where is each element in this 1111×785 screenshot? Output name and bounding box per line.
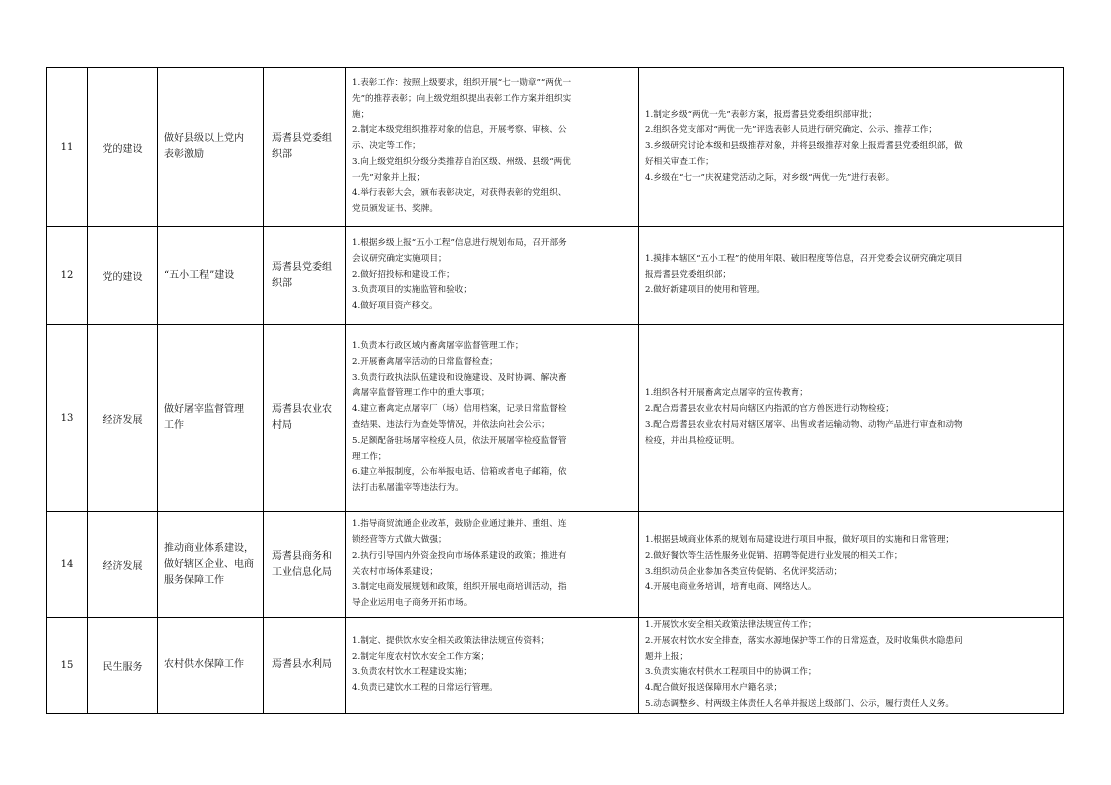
category-cell: 党的建设 [88, 68, 158, 227]
township-duty-line: 检疫，并出具检疫证明。 [645, 435, 740, 446]
county-duty-line: 查结果、违法行为查处等情况，并依法向社会公示； [352, 420, 550, 430]
task-cell [158, 325, 264, 512]
department-line: 村局 [272, 420, 292, 431]
task-line: 工作 [164, 420, 184, 431]
county-duty-line: 3.负责农村饮水工程建设实施； [352, 667, 472, 678]
county-duty-line: 4.做好项目资产移交。 [352, 301, 438, 312]
township-duties-cell [639, 325, 1064, 512]
table-row [47, 227, 1064, 325]
township-duty-line: 3.组织动员企业参加各类宣传促销、名优评奖活动； [645, 566, 843, 577]
county-duty-line: 4.举行表彰大会，颁布表彰决定，对获得表彰的党组织、 [352, 188, 567, 199]
county-duty-line: 6.建立举报制度，公布举报电话、信箱或者电子邮箱，依 [352, 467, 567, 478]
township-duty-line: 1.组织各村开展畜禽定点屠宰的宣传教育； [645, 388, 808, 399]
county-duty-line: 1.根据乡级上报“五小工程”信息进行规划布局，召开部务 [352, 238, 567, 248]
task-cell [158, 618, 264, 714]
row-number-cell: 15 [47, 618, 88, 714]
department-line: 焉耆县农业农 [272, 404, 332, 415]
row-number-cell: 12 [47, 227, 88, 325]
task-cell [158, 512, 264, 618]
department-line: 织部 [272, 277, 292, 289]
task-line: 表彰激励 [164, 149, 204, 160]
department-cell [264, 68, 346, 227]
task-line: “五小工程”建设 [164, 269, 235, 281]
task-line: 服务保障工作 [164, 574, 224, 586]
county-duty-line: 5.足额配备驻场屠宰检疫人员，依法开展屠宰检疫监督管 [352, 435, 567, 446]
department-line: 织部 [272, 149, 292, 160]
department-cell [264, 227, 346, 325]
county-duty-line: 法打击私屠滥宰等违法行为。 [352, 483, 464, 494]
county-duty-line: 关农村市场体系建设； [352, 566, 438, 577]
township-duty-line: 报焉耆县党委组织部； [645, 269, 731, 280]
county-duty-line: 理工作； [352, 451, 387, 462]
task-line: 做好县级以上党内 [164, 133, 244, 144]
county-duties-cell [346, 227, 639, 325]
county-duties-cell [346, 512, 639, 618]
table-row [47, 618, 1064, 714]
county-duties-cell [346, 618, 639, 714]
county-duty-line: 2.制定年度农村饮水安全工作方案； [352, 651, 490, 662]
table-row [47, 512, 1064, 618]
department-cell [264, 325, 346, 512]
township-duties-cell [639, 512, 1064, 618]
county-duty-line: 党员颁发证书、奖牌。 [352, 204, 438, 215]
department-line: 焉耆县水利局 [272, 659, 332, 671]
township-duty-line: 3.配合焉耆县农业农村局对辖区屠宰、出售或者运输动物、动物产品进行审查和动物 [645, 420, 963, 430]
county-duty-line: 1.表彰工作：按照上级要求，组织开展“七一勋章”“两优一 [352, 77, 572, 88]
task-line: 做好屠宰监督管理 [164, 404, 244, 415]
township-duty-line: 3.乡级研究讨论本级和县级推荐对象，并将县级推荐对象上报焉耆县党委组织部，做 [645, 141, 963, 152]
township-duty-line: 4.开展电商业务培训，培育电商、网络达人。 [645, 582, 817, 593]
county-duty-line: 1.负责本行政区域内畜禽屠宰监督管理工作； [352, 341, 524, 352]
county-duty-line: 4.负责已建饮水工程的日常运行管理。 [352, 683, 498, 694]
category-cell: 党的建设 [88, 227, 158, 325]
township-duty-line: 2.组织各党支部对“两优一先”评选表彰人员进行研究确定、公示、推荐工作； [645, 125, 937, 136]
county-duty-line: 锁经营等方式做大做强； [352, 534, 447, 545]
township-duty-line: 2.做好新建项目的使用和管理。 [645, 285, 765, 296]
county-duty-line: 3.负责行政执法队伍建设和设施建设、及时协调、解决畜 [352, 372, 567, 383]
county-duty-line: 2.制定本级党组织推荐对象的信息，开展考察、审核、公 [352, 125, 567, 136]
department-line: 焉耆县商务和 [272, 550, 332, 562]
table-body [47, 68, 1064, 714]
task-line: 做好辖区企业、电商 [164, 558, 254, 570]
county-duty-line: 2.执行引导国内外资金投向市场体系建设的政策；推进有 [352, 550, 567, 561]
county-duty-line: 3.向上级党组织分级分类推荐自治区级、州级、县级“两优 [352, 156, 571, 167]
row-number-cell: 14 [47, 512, 88, 618]
department-line: 焉耆县党委组 [272, 261, 332, 273]
township-duty-line: 2.配合焉耆县农业农村局向辖区内指派的官方兽医进行动物检疫； [645, 404, 894, 415]
department-cell [264, 618, 346, 714]
township-duty-line: 2.做好餐饮等生活性服务业促销、招聘等促进行业发展的相关工作； [645, 550, 903, 561]
table-row [47, 325, 1064, 512]
responsibility-table [46, 67, 1064, 714]
category-cell: 民生服务 [88, 618, 158, 714]
county-duty-line: 4.建立畜禽定点屠宰厂（场）信用档案，记录日常监督检 [352, 404, 567, 415]
county-duties-cell [346, 68, 639, 227]
category-cell: 经济发展 [88, 325, 158, 512]
township-duty-line: 3.负责实施农村供水工程项目中的协调工作； [645, 667, 817, 678]
department-cell [264, 512, 346, 618]
township-duty-line: 4.配合做好报送保障用水户籍名录； [645, 683, 783, 694]
department-line: 工业信息化局 [272, 566, 332, 578]
county-duty-line: 先”的推荐表彰；向上级党组织提出表彰工作方案并组织实 [352, 93, 572, 104]
row-number-cell: 11 [47, 68, 88, 227]
township-duty-line: 2.开展农村饮水安全排查，落实水源地保护等工作的日常巡查，及时收集供水隐患问 [645, 635, 963, 646]
county-duty-line: 施； [352, 109, 370, 120]
category-cell: 经济发展 [88, 512, 158, 618]
township-duties-cell [639, 68, 1064, 227]
task-cell [158, 227, 264, 325]
county-duty-line: 3.负责项目的实施监管和验收； [352, 285, 472, 296]
township-duties-cell [639, 227, 1064, 325]
task-line: 农村供水保障工作 [164, 659, 244, 671]
table-row [47, 68, 1064, 227]
county-duty-line: 示、决定等工作； [352, 141, 421, 152]
county-duty-line: 2.做好招投标和建设工作； [352, 269, 455, 280]
township-duty-line: 1.制定乡级“两优一先”表彰方案，报焉耆县党委组织部审批； [645, 109, 877, 120]
township-duty-line: 题并上报； [645, 651, 688, 662]
county-duty-line: 导企业运用电子商务开拓市场。 [352, 598, 473, 609]
county-duty-line: 会议研究确定实施项目； [352, 253, 447, 264]
county-duties-cell [346, 325, 639, 512]
county-duty-line: 2.开展畜禽屠宰活动的日常监督检查； [352, 356, 498, 367]
county-duty-line: 一先”对象并上报； [352, 172, 426, 183]
township-duty-line: 好相关审查工作； [645, 156, 714, 167]
township-duty-line: 4.乡级在“七一”庆祝建党活动之际，对乡级“两优一先”进行表彰。 [645, 172, 895, 183]
task-line: 推动商业体系建设， [164, 542, 254, 554]
county-duty-line: 1.制定、提供饮水安全相关政策法律法规宣传资料； [352, 635, 550, 646]
county-duty-line: 3.制定电商发展规划和政策，组织开展电商培训活动，指 [352, 582, 567, 593]
department-line: 焉耆县党委组 [272, 133, 332, 144]
township-duty-line: 5.动态调整乡、村两级主体责任人名单并报送上级部门、公示，履行责任人义务。 [645, 698, 954, 709]
township-duties-cell [639, 618, 1064, 714]
county-duty-line: 1.指导商贸流通企业改革，鼓励企业通过兼并、重组、连 [352, 519, 567, 530]
township-duty-line: 1.摸排本辖区“五小工程”的使用年限、破旧程度等信息，召开党委会议研究确定项目 [645, 253, 963, 264]
township-duty-line: 1.开展饮水安全相关政策法律法规宣传工作； [645, 620, 817, 630]
row-number-cell: 13 [47, 325, 88, 512]
county-duty-line: 禽屠宰监督管理工作中的重大事项； [352, 388, 490, 399]
township-duty-line: 1.根据县域商业体系的规划布局建设进行项目申报，做好项目的实施和日常管理； [645, 534, 954, 545]
task-cell [158, 68, 264, 227]
